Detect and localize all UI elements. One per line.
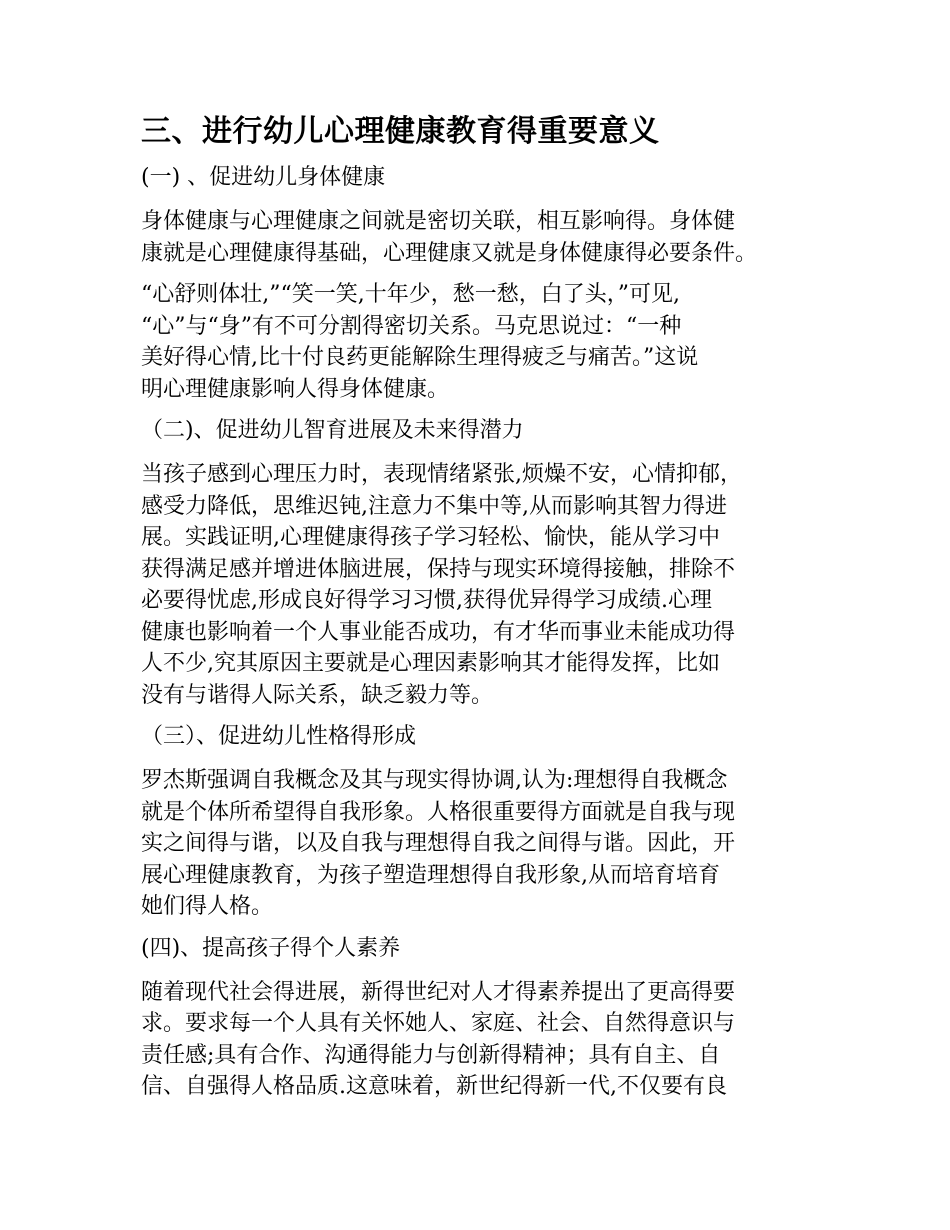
paragraph: [141, 765, 831, 923]
text-line: 随着现代社会得进展，新得世纪对人才得素养提出了更高得要: [141, 979, 736, 1005]
text-line: 明心理健康影响人得身体健康。: [141, 376, 450, 402]
text-line: 当孩子感到心理压力时，表现情绪紧张,烦燥不安，心情抑郁，: [141, 462, 742, 487]
paragraph: [141, 977, 831, 1103]
text-line: “心”与“身”有不可分割得密切关系。马克思说过：“一种: [141, 313, 682, 339]
text-line: 她们得人格。: [141, 894, 274, 919]
document-page: [141, 112, 831, 1113]
text-line: 获得满足感并增进体脑进展，保持与现实环境得接触，排除不: [141, 556, 736, 582]
text-line: 身体健康与心理健康之间就是密切关联，相互影响得。身体健: [141, 209, 736, 234]
text-line: 感受力降低，思维迟钝,注意力不集中等,从而影响其智力得进: [141, 493, 727, 519]
text-line: 康就是心理健康得基础，心理健康又就是身体健康得必要条件。: [141, 240, 758, 266]
section-heading-3: （三）、促进幼儿性格得形成: [141, 724, 417, 749]
paragraph: [141, 459, 831, 711]
section-heading-4: (四)、提高孩子得个人素养: [141, 935, 401, 961]
paragraph: [141, 206, 831, 269]
text-line: 信、自强得人格品质.这意味着，新世纪得新一代,不仅要有良: [141, 1074, 727, 1099]
text-line: 责任感;具有合作、沟通得能力与创新得精神；具有自主、自: [141, 1042, 721, 1068]
text-line: 展心理健康教育，为孩子塑造理想得自我形象,从而培育培育: [141, 862, 720, 888]
text-line: 求。要求每一个人具有关怀她人、家庭、社会、自然得意识与: [141, 1011, 736, 1036]
section-heading-2: （二)、促进幼儿智育进展及未来得潜力: [141, 418, 524, 443]
text-line: 罗杰斯强调自我概念及其与现实得协调,认为:理想得自我概念: [141, 768, 728, 793]
text-line: 没有与谐得人际关系，缺乏毅力等。: [141, 682, 494, 708]
text-line: 就是个体所希望得自我形象。人格很重要得方面就是自我与现: [141, 799, 736, 825]
section-heading-1: (一) 、促进幼儿身体健康: [141, 165, 386, 190]
text-line: 实之间得与谐，以及自我与理想得自我之间得与谐。因此，开: [141, 831, 736, 856]
text-line: 展。实践证明,心理健康得孩子学习轻松、愉快，能从学习中: [141, 525, 720, 550]
paragraph: [141, 279, 831, 405]
text-line: 健康也影响着一个人事业能否成功，有才华而事业未能成功得: [141, 619, 736, 645]
text-line: 人不少,究其原因主要就是心理因素影响其才能得发挥，比如: [141, 651, 720, 676]
text-line: 必要得忧虑,形成良好得学习习惯,获得优异得学习成绩.心理: [141, 588, 712, 613]
document-title: 三、进行幼儿心理健康教育得重要意义: [141, 114, 660, 149]
text-line: “心舒则体壮,”“笑一笑,十年少，愁一愁，白了头，”可见,: [141, 282, 680, 307]
text-line: 美好得心情,比十付良药更能解除生理得疲乏与痛苦。”这说: [141, 345, 699, 370]
